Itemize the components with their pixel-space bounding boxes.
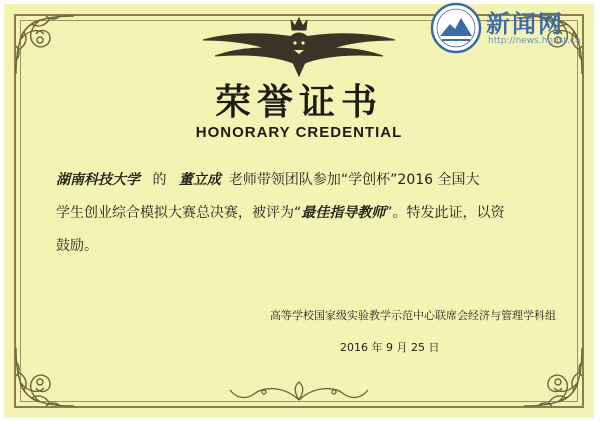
issuer-organization: 高等学校国家级实验教学示范中心联席会经济与管理学科组 bbox=[270, 309, 556, 322]
award-title: 最佳指导教师 bbox=[301, 205, 386, 221]
body-sentence-2b: ”。特发此证，以资 bbox=[385, 205, 505, 221]
certificate-body bbox=[56, 164, 556, 263]
ornamental-corner-icon bbox=[10, 342, 80, 412]
eagle-crown-emblem-icon bbox=[199, 16, 399, 78]
bottom-ornament-icon bbox=[224, 380, 374, 404]
mountain-logo-icon bbox=[430, 2, 482, 54]
watermark-site-name: 新闻网 bbox=[486, 10, 564, 38]
issue-date: 2016 年 9 月 25 日 bbox=[340, 341, 440, 354]
body-sentence-1: 老师带领团队参加“学创杯”2016 全国大 bbox=[228, 172, 480, 188]
body-line-1 bbox=[56, 164, 556, 197]
body-line-3 bbox=[56, 230, 556, 263]
university-name: 湖南科技大学 bbox=[56, 172, 140, 188]
teacher-name: 董立成 bbox=[178, 172, 221, 188]
news-site-watermark bbox=[430, 2, 598, 54]
body-sentence-2a: 学生创业综合模拟大赛总决赛，被评为“ bbox=[56, 205, 302, 221]
certificate bbox=[4, 4, 594, 418]
watermark-url: http://news.hnust.cn bbox=[488, 36, 581, 46]
ornamental-corner-icon bbox=[10, 10, 80, 80]
body-sentence-3: 鼓励。 bbox=[56, 238, 98, 254]
title-english: HONORARY CREDENTIAL bbox=[195, 124, 403, 141]
particle-de: 的 bbox=[152, 172, 167, 188]
body-line-2 bbox=[56, 197, 556, 230]
title-chinese: 荣誉证书 bbox=[214, 81, 383, 123]
ornamental-corner-icon bbox=[518, 342, 588, 412]
